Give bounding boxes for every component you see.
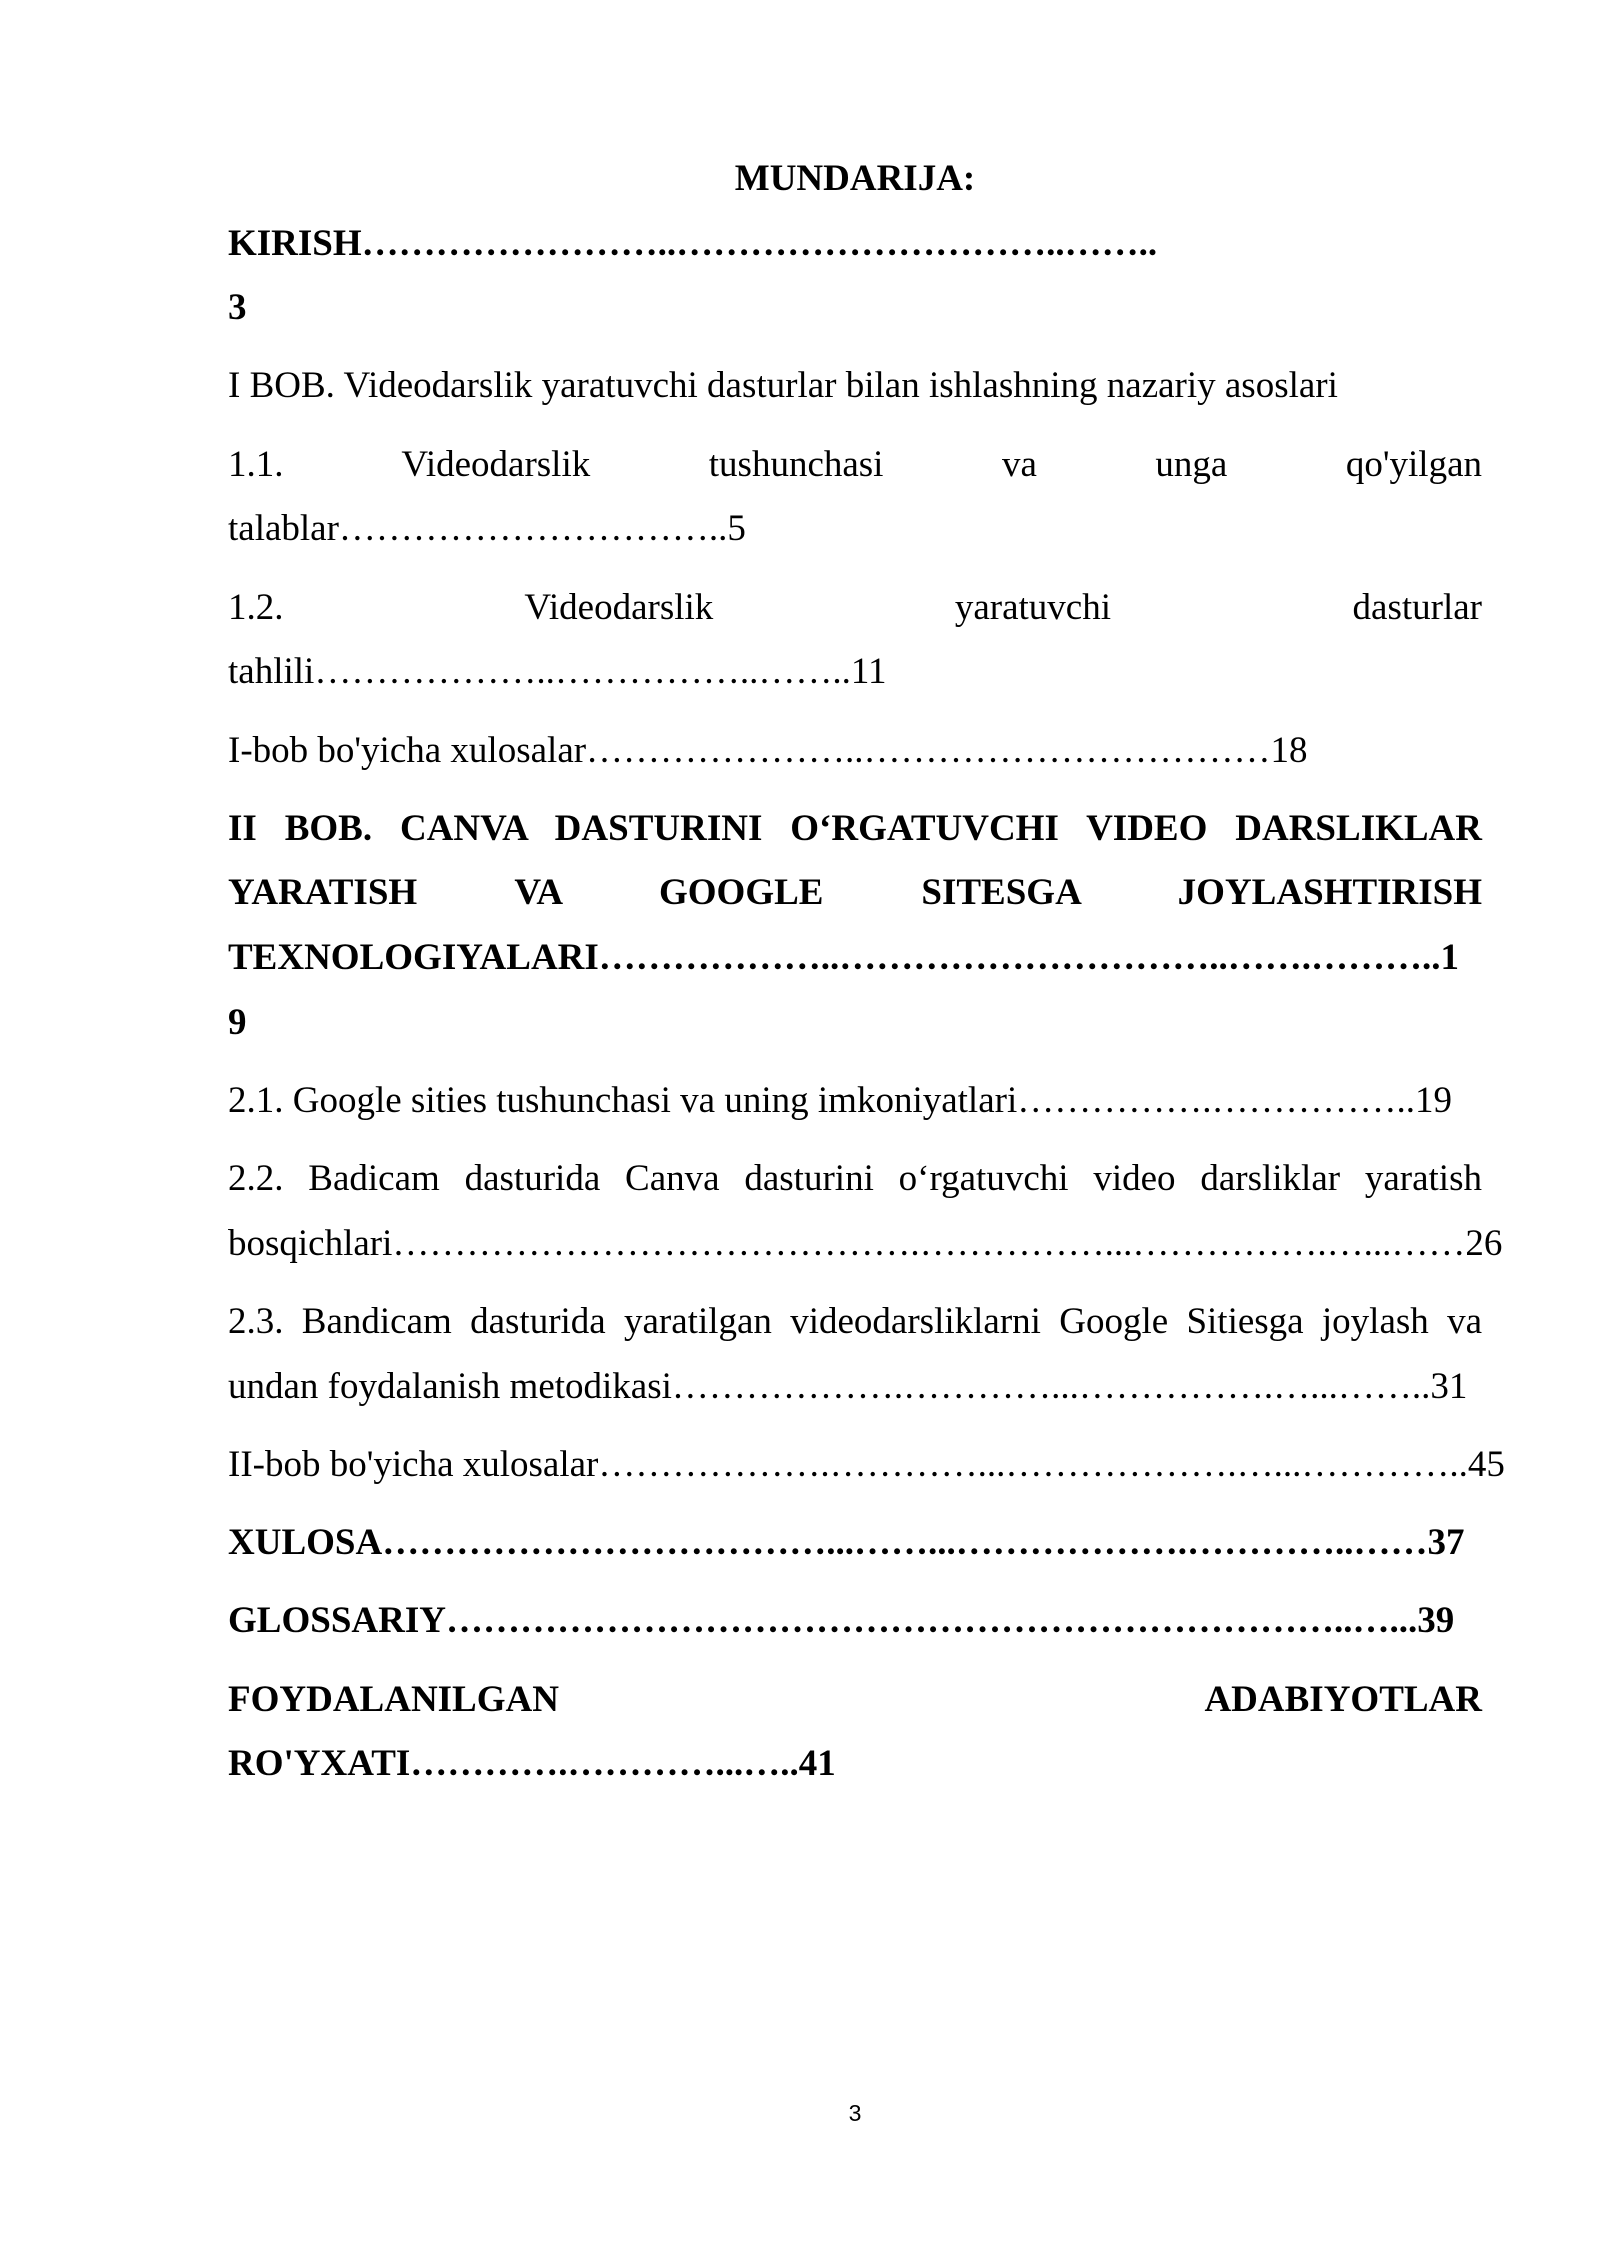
toc-line: KIRISH……………………..…………………………..……..: [228, 222, 1158, 264]
table-of-contents: [228, 147, 1505, 1797]
toc-line: tahlili………………..……………..……..11: [228, 651, 887, 693]
toc-line: talablar…………………………..5: [228, 508, 746, 550]
toc-entry-section-2-3: [228, 1290, 1482, 1419]
toc-line: I-bob bo'yicha xulosalar…………………..……………………………18: [228, 729, 1308, 771]
toc-line: RO'YXATI………….…………...…..41: [228, 1743, 836, 1785]
toc-line: GLOSSARIY………………………………………………………………..…...39: [228, 1600, 1455, 1642]
toc-line: I BOB. Videodarslik yaratuvchi dasturlar bilan ishlashning nazariy asoslari: [228, 365, 1338, 407]
toc-entry-glossariy: [228, 1589, 1482, 1654]
toc-line: 2.2. Badicam dasturida Canva dasturini o‘rgatuvchi video darsliklar yaratish: [228, 1158, 1482, 1200]
toc-line: 2.1. Google sities tushunchasi va uning imkoniyatlari…………….……………..19: [228, 1079, 1452, 1121]
toc-page-number: 3: [228, 287, 247, 329]
toc-entry-chapter-1: [228, 354, 1482, 419]
toc-entry-chapter-2: [228, 797, 1482, 1055]
toc-line: FOYDALANILGAN ADABIYOTLAR: [228, 1678, 1482, 1720]
toc-line: XULOSA………………………………...……...……………….…………..……37: [228, 1522, 1465, 1564]
toc-line: undan foydalanish metodikasi……………….…………...…………….…...……..31: [228, 1365, 1468, 1407]
page-number: 3: [848, 2100, 862, 2126]
toc-line: YARATISH VA GOOGLE SITESGA JOYLASHTIRISH: [228, 872, 1482, 914]
toc-entry-chapter-1-conclusions: [228, 719, 1482, 784]
toc-line: II BOB. CANVA DASTURINI O‘RGATUVCHI VIDEO DARSLIKLAR: [228, 807, 1482, 849]
toc-entry-references: [228, 1668, 1482, 1797]
toc-line: TEXNOLOGIYALARI………………..…………………………..…….………..1: [228, 936, 1460, 978]
toc-entry-xulosa: [228, 1511, 1482, 1576]
toc-title: MUNDARIJA:: [734, 158, 976, 199]
toc-entry-chapter-2-conclusions: [228, 1433, 1505, 1498]
toc-entry-section-2-1: [228, 1069, 1482, 1134]
toc-line: 1.1. Videodarslik tushunchasi va unga qo'yilgan: [228, 443, 1482, 485]
toc-entry-section-1-1: [228, 433, 1482, 562]
toc-line: II-bob bo'yicha xulosalar……………….…………...……………….…...…………..45: [228, 1443, 1505, 1485]
toc-page-number: 9: [228, 1001, 247, 1043]
toc-line: 1.2. Videodarslik yaratuvchi dasturlar: [228, 586, 1482, 628]
toc-entry-section-1-2: [228, 576, 1482, 705]
toc-entry-section-2-2: [228, 1147, 1503, 1276]
toc-entry-kirish: [228, 212, 1482, 341]
toc-line: bosqichlari…………………………………….……………...…………….…...……26: [228, 1222, 1503, 1264]
toc-line: 2.3. Bandicam dasturida yaratilgan videodarsliklarni Google Sitiesga joylash va: [228, 1301, 1482, 1342]
